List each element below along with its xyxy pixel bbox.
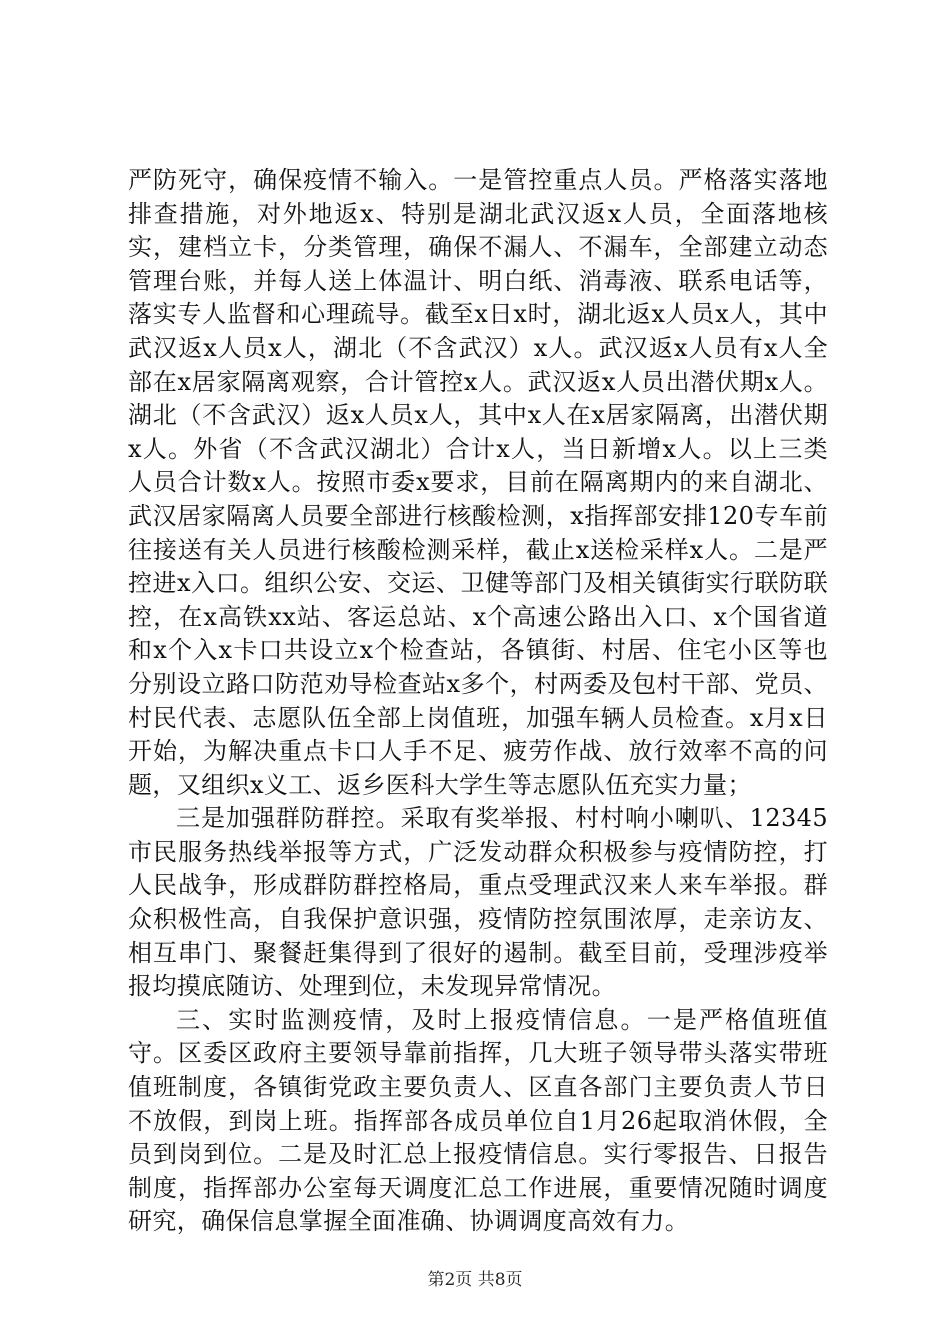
document-body <box>128 164 828 1239</box>
paragraph-2: 三是加强群防群控。采取有奖举报、村村响小喇叭、12345市民服务热线举报等方式，广泛发动群众积极参与疫情防控，打人民战争，形成群防群控格局，重点受理武汉来人来车举报。群众积极性高，自我保护意识强，疫情防控氛围浓厚，走亲访友、相互串门、聚餐赶集得到了很好的遏制。截至目前，受理涉疫举报均摸底随访、处理到位，未发现异常情况。 <box>128 804 828 1001</box>
page-footer: 第2页 共8页 <box>427 1270 523 1290</box>
paragraph-1: 严防死守，确保疫情不输入。一是管控重点人员。严格落实落地排查措施，对外地返x、特别是湖北武汉返x人员，全面落地核实，建档立卡，分类管理，确保不漏人、不漏车，全部建立动态管理台账，并每人送上体温计、明白纸、消毒液、联系电话等，落实专人监督和心理疏导。截至x日x时，湖北返x人员x人，其中武汉返x人员x人，湖北（不含武汉）x人。武汉返x人员有x人全部在x居家隔离观察，合计管控x人。武汉返x人员出潜伏期x人。湖北（不含武汉）返x人员x人，其中x人在x居家隔离，出潜伏期x人。外省（不含武汉湖北）合计x人，当日新增x人。以上三类人员合计数x人。按照市委x要求，目前在隔离期内的来自湖北、武汉居家隔离人员要全部进行核酸检测，x指挥部安排120专车前往接送有关人员进行核酸检测采样，截止x送检采样x人。二是严控进x入口。组织公安、交运、卫健等部门及相关镇街实行联防联控，在x高铁xx站、客运总站、x个高速公路出入口、x个国省道和x个入x卡口共设立x个检查站，各镇街、村居、住宅小区等也分别设立路口防范劝导检查站x多个，村两委及包村干部、党员、村民代表、志愿队伍全部上岗值班，加强车辆人员检查。x月x日开始，为解决重点卡口人手不足、疲劳作战、放行效率不高的问题，又组织x义工、返乡医科大学生等志愿队伍充实力量； <box>128 166 828 799</box>
paragraph-3: 三、实时监测疫情，及时上报疫情信息。一是严格值班值守。区委区政府主要领导靠前指挥，几大班子领导带头落实带班值班制度，各镇街党政主要负责人、区直各部门主要负责人节日不放假，到岗上班。指挥部各成员单位自1月26起取消休假，全员到岗到位。二是及时汇总上报疫情信息。实行零报告、日报告制度，指挥部办公室每天调度汇总工作进展，重要情况随时调度研究，确保信息掌握全面准确、协调调度高效有力。 <box>128 1005 828 1236</box>
